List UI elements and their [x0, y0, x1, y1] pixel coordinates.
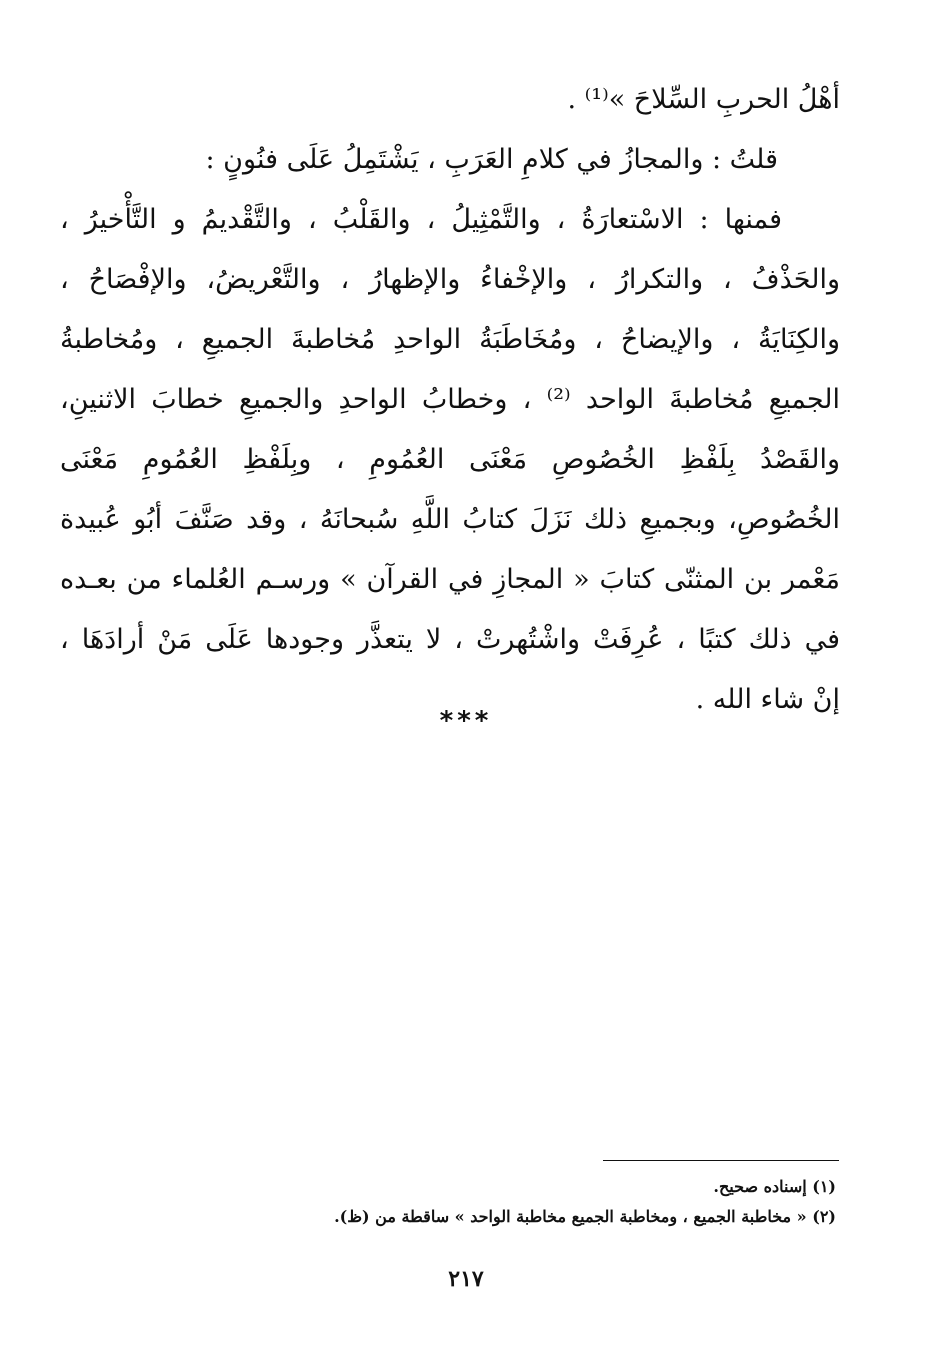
text-line-1: أهْلُ الحربِ السِّلاحَ »⁽¹⁾ .: [567, 84, 840, 115]
footnote-2: (٢) « مخاطبة الجميع ، ومخاطبة الجميع مخاطبة الواحد » ساقطة من (ظ).: [334, 1207, 836, 1226]
main-text: [60, 70, 840, 730]
page-number: ٢١٧: [448, 1266, 484, 1292]
footnote-1: (١) إسناده صحيح.: [713, 1177, 836, 1196]
section-separator: ***: [439, 706, 493, 736]
text-line-10: في ذلك كتبًا ، عُرِفَتْ واشْتُهرتْ ، لا يتعذَّر وجودها عَلَى مَنْ أرادَهَا ،: [60, 624, 840, 655]
text-line-7: والقَصْدُ بِلَفْظِ الخُصُوصِ مَعْنَى العُمُومِ ، وبِلَفْظِ العُمُومِ مَعْنَى: [60, 444, 840, 475]
text-line-3: فمنها : الاسْتعارَةُ ، والتَّمْثِيلُ ، والقَلْبُ ، والتَّقْديمُ و التَّأْخيرُ ،: [60, 204, 782, 235]
text-line-4: والحَذْفُ ، والتكرارُ ، والإخْفاءُ والإظهارُ ، والتَّعْريضُ، والإفْصَاحُ ،: [60, 264, 840, 295]
footnote-divider: [603, 1160, 839, 1161]
footnotes: [216, 1172, 836, 1232]
text-line-2: قلتُ : والمجازُ في كلامِ العَرَبِ ، يَشْتَمِلُ عَلَى فنُونٍ :: [205, 144, 778, 175]
text-line-9: مَعْمر بن المثنّى كتابَ « المجازِ في القرآن » ورسـم العُلماء من بعـده: [60, 564, 840, 595]
text-line-8: الخُصُوصِ، وبجميعِ ذلك نَزَلَ كتابُ اللَّهِ سُبحانَهُ ، وقد صَنَّفَ أبُو عُبيدة: [60, 504, 840, 535]
text-line-6: الجميعِ مُخاطبةَ الواحد ⁽²⁾ ، وخطابُ الواحدِ والجميعِ خطابَ الاثنينِ،: [60, 384, 840, 415]
text-line-5: والكِنَايَةُ ، والإيضاحُ ، ومُخَاطَبَةُ الواحدِ مُخاطبةَ الجميعِ ، ومُخاطبةُ: [60, 324, 840, 355]
text-line-11: إنْ شاء الله .: [695, 684, 840, 715]
